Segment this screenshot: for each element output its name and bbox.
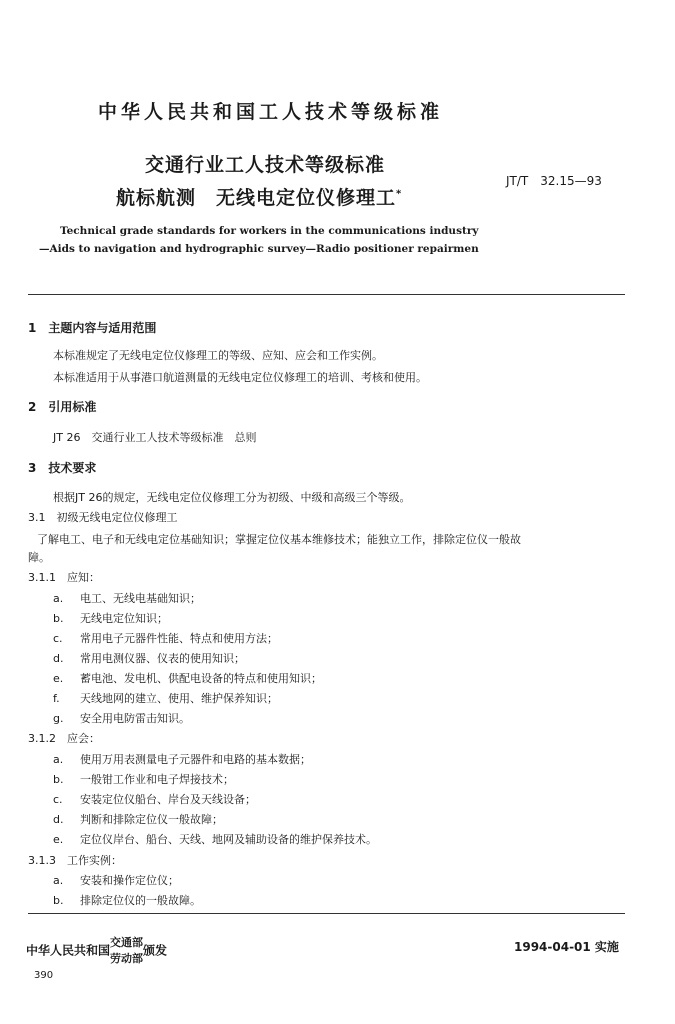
section-1-paragraph-1: 本标准规定了无线电定位仪修理工的等级、应知、应会和工作实例。 <box>53 349 383 362</box>
national-standard-heading: 中华人民共和国工人技术等级标准 <box>98 101 444 123</box>
list-item-text: 一般钳工作业和电子焊接技术； <box>80 773 234 786</box>
list-item-mark: c. <box>53 793 63 806</box>
list-item-text: 定位仪岸台、船台、天线、地网及辅助设备的维护保养技术。 <box>80 833 377 846</box>
list-item-mark: c. <box>53 632 63 645</box>
list-item <box>53 751 311 767</box>
title-footnote-mark: * <box>396 188 403 200</box>
section-3-1-heading: 3.1 初级无线电定位仪修理工 <box>28 511 178 524</box>
section-3-1-3-heading: 3.1.3 工作实例： <box>28 854 122 867</box>
list-item-text: 排除定位仪的一般故障。 <box>80 894 201 907</box>
section-1-paragraph-2: 本标准适用于从事港口航道测量的无线电定位仪修理工的培训、考核和使用。 <box>53 371 427 384</box>
document-title-line2 <box>116 183 402 210</box>
list-item-text: 无线电定位知识； <box>80 612 168 625</box>
issuer-ministry-bottom: 劳动部 <box>110 952 144 965</box>
list-item-text: 蓄电池、发电机、供配电设备的特点和使用知识； <box>80 672 322 685</box>
list-item-mark: e. <box>53 672 64 685</box>
list-item-mark: b. <box>53 612 64 625</box>
effective-date: 1994-04-01 实施 <box>514 940 619 954</box>
list-item <box>53 811 223 827</box>
list-item-mark: d. <box>53 652 64 665</box>
list-item <box>53 710 190 726</box>
footer-divider <box>28 913 625 914</box>
document-title-line1: 交通行业工人技术等级标准 <box>145 154 386 176</box>
list-item <box>53 791 256 807</box>
list-item-text: 使用万用表测量电子元器件和电路的基本数据； <box>80 753 311 766</box>
list-item-mark: b. <box>53 894 64 907</box>
section-3-1-paragraph-line2: 障。 <box>28 551 50 564</box>
list-item-text: 常用电子元器件性能、特点和使用方法； <box>80 632 278 645</box>
list-item <box>53 872 179 888</box>
english-title-line1: Technical grade standards for workers in the communications industry <box>60 225 479 237</box>
list-item-text: 电工、无线电基础知识； <box>80 592 201 605</box>
section-3-1-1-heading: 3.1.1 应知： <box>28 571 100 584</box>
list-item <box>53 892 201 908</box>
document-title-line2-text: 航标航测 无线电定位仪修理工 <box>116 187 397 209</box>
list-item <box>53 831 377 847</box>
list-item-mark: a. <box>53 753 64 766</box>
list-item-mark: f. <box>53 692 60 705</box>
list-item <box>53 690 278 706</box>
page-number: 390 <box>34 970 54 981</box>
issuer-ministry-top: 交通部 <box>110 936 144 949</box>
list-item-mark: b. <box>53 773 64 786</box>
list-item <box>53 590 201 606</box>
list-item-text: 安装定位仪船台、岸台及天线设备； <box>80 793 256 806</box>
english-title-line2: —Aids to navigation and hydrographic survey—Radio positioner repairmen <box>39 243 479 255</box>
list-item-text: 安装和操作定位仪； <box>80 874 179 887</box>
list-item-text: 判断和排除定位仪一般故障； <box>80 813 223 826</box>
section-2-reference: JT 26 交通行业工人技术等级标准 总则 <box>53 431 257 444</box>
list-item-text: 常用电测仪器、仪表的使用知识； <box>80 652 245 665</box>
standard-code: JT/T 32.15—93 <box>506 174 602 188</box>
list-item-mark: a. <box>53 592 64 605</box>
list-item-mark: g. <box>53 712 64 725</box>
list-item <box>53 670 322 686</box>
list-item-mark: d. <box>53 813 64 826</box>
header-divider <box>28 294 625 295</box>
section-3-heading: 3 技术要求 <box>28 461 97 475</box>
list-item <box>53 650 245 666</box>
section-3-1-2-heading: 3.1.2 应会： <box>28 732 100 745</box>
list-item <box>53 610 168 626</box>
list-item-text: 天线地网的建立、使用、维护保养知识； <box>80 692 278 705</box>
issuer-block <box>26 935 167 967</box>
section-2-heading: 2 引用标准 <box>28 400 97 414</box>
list-item-text: 安全用电防雷击知识。 <box>80 712 190 725</box>
list-item <box>53 771 234 787</box>
section-3-paragraph: 根据JT 26的规定，无线电定位仪修理工分为初级、中级和高级三个等级。 <box>53 491 411 504</box>
issuer-prefix: 中华人民共和国 <box>26 943 111 958</box>
list-item-mark: a. <box>53 874 64 887</box>
list-item <box>53 630 278 646</box>
issuer-ministries <box>110 935 143 967</box>
section-1-heading: 1 主题内容与适用范围 <box>28 321 157 335</box>
list-item-mark: e. <box>53 833 64 846</box>
issuer-suffix: 颁发 <box>143 943 168 958</box>
section-3-1-paragraph-line1: 了解电工、电子和无线电定位基础知识；掌握定位仪基本维修技术；能独立工作，排除定位仪一般故 <box>37 533 521 546</box>
